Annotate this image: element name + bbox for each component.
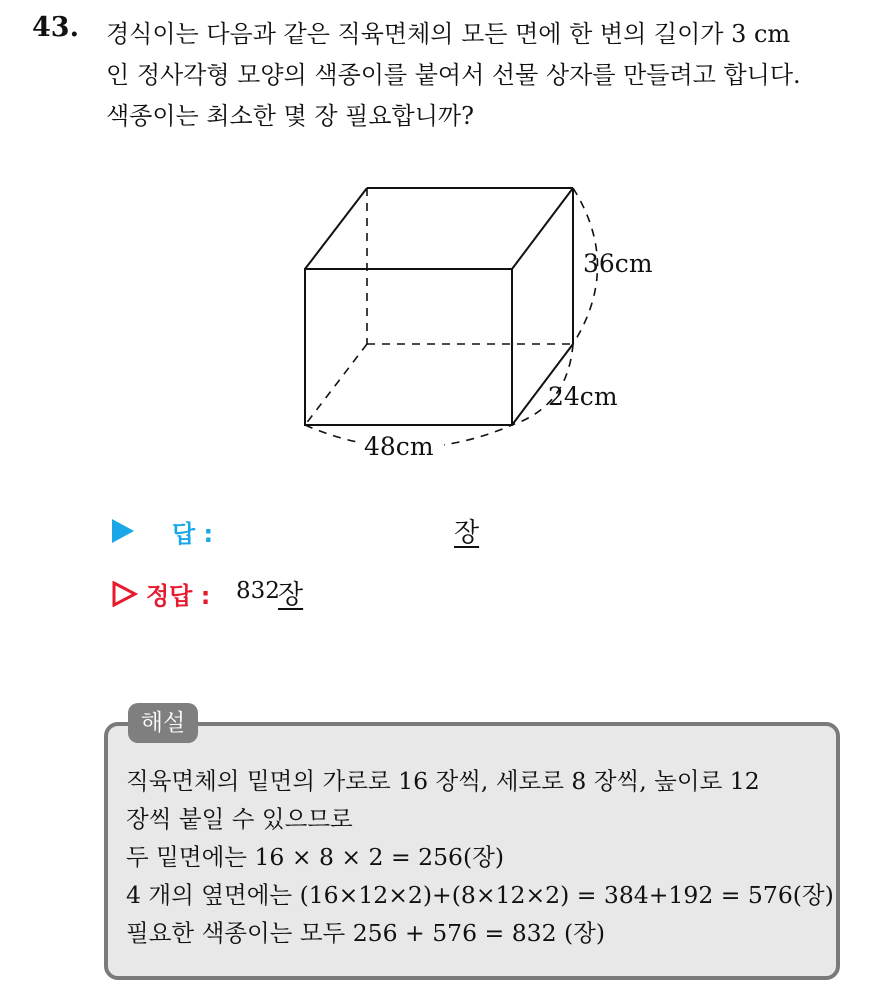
cuboid-front-face [305, 269, 512, 425]
explanation-line-3: 두 밑면에는 16 × 8 × 2 = 256(장) [126, 843, 505, 871]
depth-label: 24cm [548, 382, 618, 411]
question-text-line-3: 색종이는 최소한 몇 장 필요합니까? [106, 102, 474, 130]
correct-answer-marker-icon [112, 581, 138, 607]
explanation-line-4: 4 개의 옆면에는 (16×12×2)+(8×12×2) = 384+192 = 576(장) [126, 881, 834, 909]
width-label: 48cm [364, 432, 434, 461]
correct-answer-label: 정답 : [146, 582, 211, 610]
height-label: 36cm [583, 249, 653, 278]
answer-marker-icon [112, 519, 134, 543]
explanation-line-1: 직육면체의 밑면의 가로로 16 장씩, 세로로 8 장씩, 높이로 12 [126, 767, 760, 795]
question-text-line-2: 인 정사각형 모양의 색종이를 붙여서 선물 상자를 만들려고 합니다. [106, 61, 801, 89]
cuboid-hidden-edge [305, 344, 367, 425]
explanation-line-5: 필요한 색종이는 모두 256 + 576 = 832 (장) [126, 919, 606, 947]
explanation-line-2: 장씩 붙일 수 있으므로 [126, 805, 353, 833]
answer-unit: 장 [454, 518, 480, 548]
answer-label: 답 : [172, 520, 214, 548]
correct-answer-value: 832 [236, 578, 280, 604]
question-text-line-1: 경식이는 다음과 같은 직육면체의 모든 면에 한 변의 길이가 3 cm [106, 20, 791, 48]
question-number: 43. [32, 12, 79, 43]
cuboid-edge [305, 188, 367, 269]
explanation-tab: 해설 [128, 703, 198, 743]
cuboid-edge [512, 188, 573, 269]
correct-answer-unit: 장 [278, 580, 304, 610]
